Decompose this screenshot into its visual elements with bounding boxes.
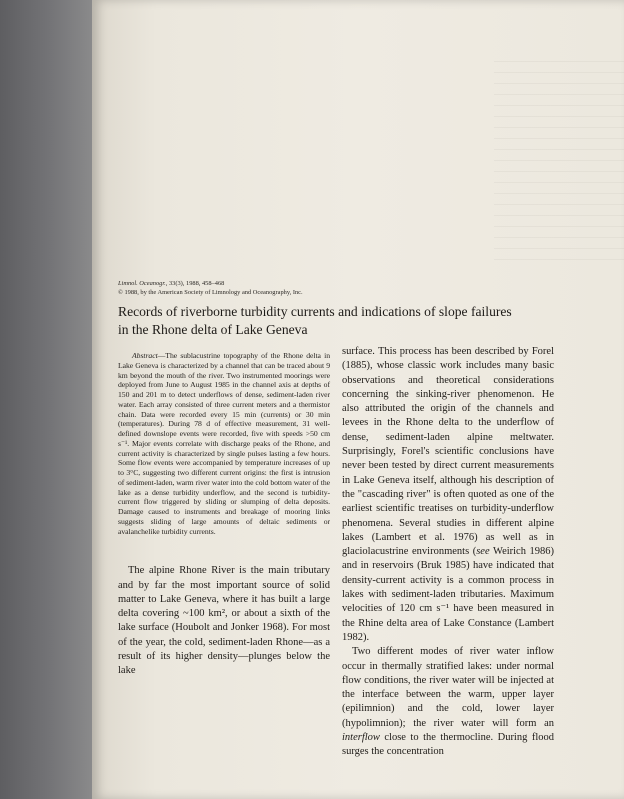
intro-paragraph: The alpine Rhone River is the main tributary and by far the most important source of solid matter to Lake Geneva, where it has built a large delta covering ~100 km², or about a sixth of the lake surface (Houbolt and Jonker 1968). For most of the year, the cold, sediment-laden Rhone—as a result of its higher density—plunges below the lake <box>118 565 330 677</box>
see-italic: see <box>476 546 490 558</box>
journal-citation <box>118 280 538 297</box>
interflow-italic: interflow <box>342 732 380 744</box>
left-column <box>118 351 330 679</box>
copyright-line: © 1988, by the American Society of Limnology and Oceanography, Inc. <box>118 288 303 296</box>
abstract-text: —The sublacustrine topography of the Rhone delta in Lake Geneva is characterized by a channel that can be traced about 9 km beyond the mouth of the river. Two instrumented moorings were deployed from June to August 1985 in the channel axis at depths of 150 and 201 m to detect underflows of dense, sediment-laden river water. Each array consisted of three current meters and a thermistor chain. Data were recorded every 15 min (currents) or 30 min (temperatures). During 78 d of effective measurement, 31 well-defined downslope events were recorded, five with speeds >50 cm s⁻¹. Major events correlate with discharge peaks of the Rhone, and current activity is characterized by single pulses lasting a few hours. Some flow events were accompanied by temperature increases of up to 3°C, suggesting two different current origins: the first is intrusion of sediment-laden, warm river water into the cold bottom water of the lake as a dense turbidity underflow, and the second is turbidity-current flow triggered by sliding or slumping of delta deposits. Damage caused to instruments and breakage of mooring links suggests sliding of large amounts of deltaic sediments or avalanchelike turbidity currents. <box>118 351 330 536</box>
article-title: Records of riverborne turbidity currents and indications of slope failures in the Rhone delta of Lake Geneva <box>118 304 512 337</box>
abstract-label: Abstract <box>132 351 158 360</box>
paragraph-1-text-a: surface. This process has been described by Forel (1885), whose classic work includes many basic observations and theoretical considerations concerning the sinking-river phenomenon. He also attributed the origin of the channels and levees in the Rhone delta to the underflow of dense, sediment-laden alpine meltwater. Surprisingly, Forel's scientific conclusions have never been tested by direct current measurements in Lake Geneva itself, although his description of the "cascading river" is often quoted as one of the earliest scientific treatises on turbidity-underflow phenomena. Several studies in different alpine lakes (Lambert et al. 1976) as well as in glaciolacustrine environments ( <box>342 346 554 558</box>
page-background-shadow <box>0 0 92 799</box>
paragraph-2-text-b: close to the thermocline. During flood surges the concentration <box>342 732 554 758</box>
abstract <box>118 351 330 536</box>
paragraph-1-text-b: Weirich 1986) and in reservoirs (Bruk 1985) have indicated that density-current activity is a common process in lakes with sediment-laden tributaries. Maximum velocities of 120 cm s⁻¹ have been measured in the Rhine delta area of Lake Constance (Lambert 1982). <box>342 546 555 643</box>
body-paragraph-2 <box>342 645 554 759</box>
journal-name: Limnol. Oceanogr. <box>118 280 166 287</box>
show-through-text <box>494 60 624 260</box>
volume-pages: , 33(3), 1988, 458–468 <box>165 280 225 287</box>
right-column <box>342 345 554 760</box>
paragraph-2-text-a: Two different modes of river water inflow occur in thermally stratified lakes: under normal flow conditions, the river water will be injected at the interface between the warm, upper layer (epilimnion) and the cold, lower layer (hypolimnion); the river water will form an <box>342 646 554 729</box>
body-paragraph-1 <box>342 345 554 645</box>
citation-line <box>118 280 538 289</box>
